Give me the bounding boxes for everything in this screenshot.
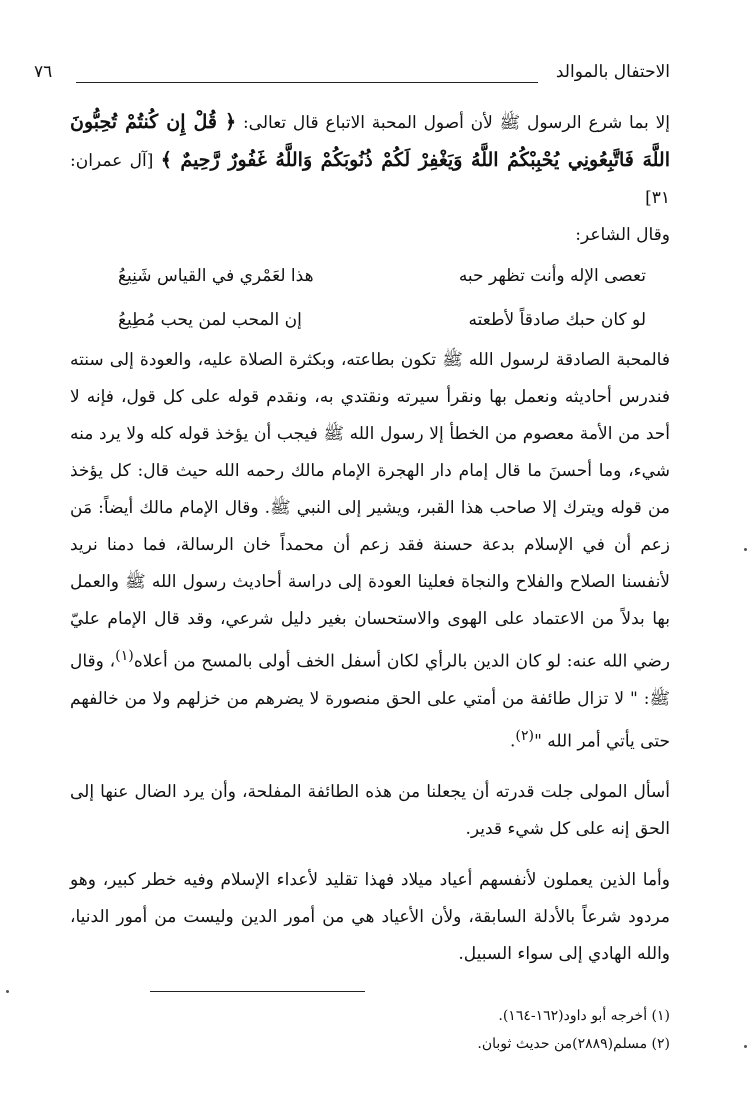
footnote-2: (٢) مسلم(٢٨٨٩)من حديث ثوبان. (477, 1036, 670, 1052)
intro-paragraph (70, 104, 670, 217)
paragraph-gap (70, 848, 670, 862)
poem-verse-1 (70, 254, 670, 298)
page-header (34, 62, 670, 90)
quran-quote: ﴿ قُلْ إِن كُنتُمْ تُحِبُّونَ اللَّهَ فَاتَّبِعُونِي يُحْبِبْكُمُ اللَّهُ وَيَغْفِرْ لَكُمْ ذُنُوبَكُمْ وَاللَّهُ غَفُورٌ رَّحِيمٌ ﴾ (70, 111, 670, 171)
footnote-marker-2: (٢) (515, 727, 535, 744)
page-body (70, 104, 670, 973)
poet-intro: وقال الشاعر: (575, 225, 670, 245)
intro-text: إلا بما شرع الرسول ﷺ لأن أصول المحبة الاتباع قال تعالى: (242, 113, 670, 133)
verse-2-first-hemistich: لو كان حبك صادقاً لأطعته (468, 310, 646, 330)
main-paragraph (70, 342, 670, 760)
page-number: ٧٦ (34, 62, 53, 82)
verse-1-second-hemistich: هذا لعَمْري في القياس شَنِيعُ (118, 266, 314, 286)
paragraph-gap (70, 760, 670, 774)
main-text-continued: ، وقال ﷺ: " لا تزال طائفة من أمتي على الحق منصورة لا يضرهم من خزلهم ولا من خالفهم حتى يأتي أمر الله " (70, 651, 670, 752)
closing-paragraph: وأما الذين يعملون لأنفسهم أعياد ميلاد فهذا تقليد لأعداء الإسلام وفيه خطر كبير، وهو مردود شرعاً بالأدلة السابقة، ولأن الأعياد هي من أمور الدين وليست من أمور الدنيا، والله الهادي إلى سواء السبيل. (70, 870, 670, 965)
verse-1-first-hemistich: تعصى الإله وأنت تظهر حبه (458, 266, 646, 286)
footnote-1: (١) أخرجه أبو داود(١٦٢-١٦٤). (498, 1008, 670, 1024)
prayer-paragraph: أسأل المولى جلت قدرته أن يجعلنا من هذه الطائفة المفلحة، وأن يرد الضال عنها إلى الحق إنه على كل شيء قدير. (70, 782, 670, 840)
quran-reference: [آل عمران: ٣١] (70, 151, 670, 208)
footnote-rule (150, 991, 365, 992)
main-text: فالمحبة الصادقة لرسول الله ﷺ تكون بطاعته، وبكثرة الصلاة عليه، والعودة إلى سنته فندرس أحاديثه ونعمل بها ونقرأ سيرته ونقتدي به، ونقدم قوله على كل قول، فإنه لا أحد من الأمة معصوم من الخطأ إلا رسول الله ﷺ فيجب أن يؤخذ قوله كله ولا يرد منه شيء، وما أحسنَ ما قال إمام دار الهجرة الإمام مالك رحمه الله حيث قال: كل يؤخذ من قوله ويترك إلا صاحب هذا القبر، ويشير إلى النبي ﷺ. وقال الإمام مالك أيضاً: مَن زعم أن في الإسلام بدعة حسنة فقد زعم أن محمداً خان الرسالة، فما دمنا نريد لأنفسنا الصلاح والفلاح والنجاة فعلينا العودة إلى دراسة أحاديث رسول الله ﷺ والعمل بها بدلاً من الاعتماد على الهوى والاستحسان بغير دليل شرعي، وقد قال الإمام عليّ رضي الله عنه: لو كان الدين بالرأي لكان أسفل الخف أولى بالمسح من أعلاه (70, 350, 670, 672)
poem-verse-2 (70, 298, 670, 342)
running-title: الاحتفال بالموالد (555, 62, 670, 82)
footnote-marker-1: (١) (115, 648, 134, 664)
scan-speck (744, 1045, 747, 1048)
main-text-end: . (510, 731, 516, 752)
verse-2-second-hemistich: إن المحب لمن يحب مُطِيعُ (118, 310, 302, 330)
scan-speck (744, 548, 747, 551)
scan-speck (6, 990, 9, 993)
header-rule (76, 82, 538, 83)
